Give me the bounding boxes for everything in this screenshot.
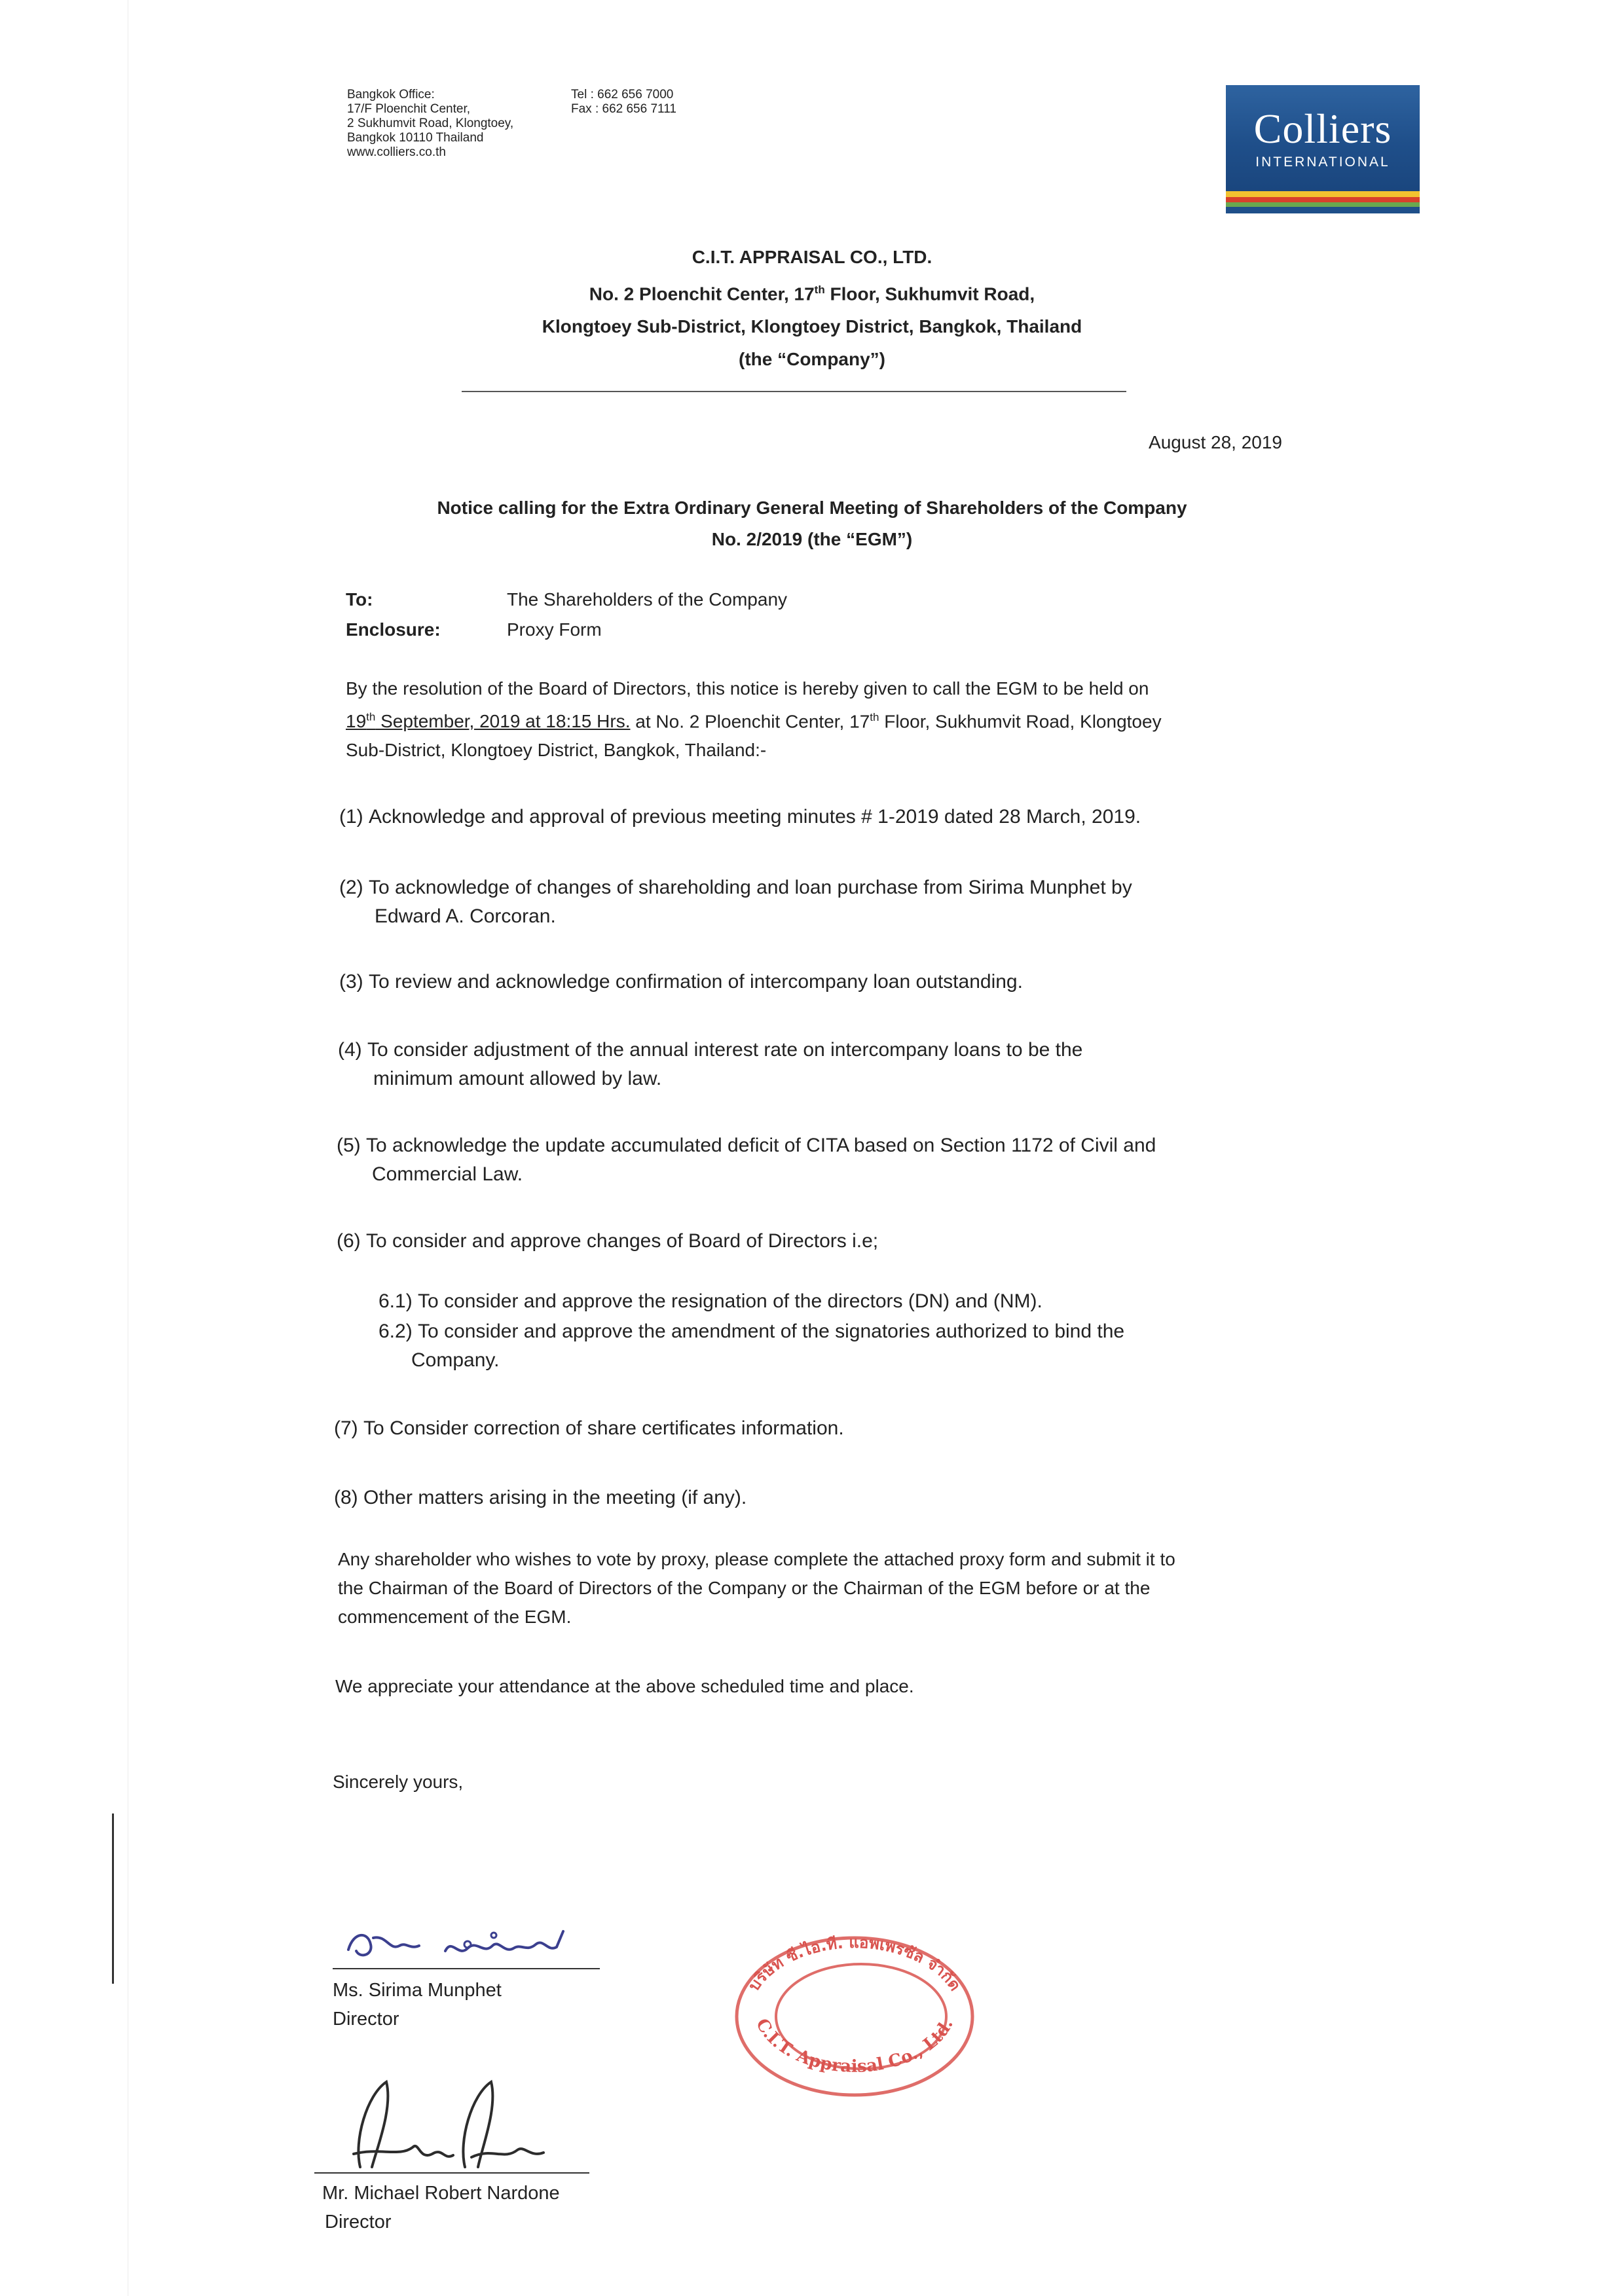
agenda-number: (5) [337, 1135, 361, 1156]
agenda-text: To consider adjustment of the annual interest rate on intercompany loans to be the [367, 1039, 1083, 1061]
agenda-text: To review and acknowledge confirmation of intercompany loan outstanding. [369, 971, 1023, 993]
signature-sirima [327, 1912, 616, 1977]
agenda-text: To acknowledge the update accumulated deficit of CITA based on Section 1172 of Civil and [366, 1135, 1156, 1156]
subitem-text: To consider and approve the resignation of the directors (DN) and (NM). [418, 1290, 1043, 1312]
subitem-text: Company. [411, 1349, 500, 1371]
agenda-text: Other matters arising in the meeting (if any). [363, 1487, 747, 1508]
to-value: The Shareholders of the Company [507, 589, 788, 610]
agenda-text: Edward A. Corcoran. [375, 905, 556, 927]
agenda-item [339, 968, 1308, 996]
company-seal-stamp [724, 1925, 986, 2108]
agenda-subitem [378, 1287, 1295, 1316]
logo-stripe-green [1226, 202, 1420, 207]
company-header [0, 241, 1624, 376]
intro-line: By the resolution of the Board of Directors, this notice is hereby given to call the EGM to be held on [346, 678, 1149, 699]
phone-number: Tel : 662 656 7000 [571, 88, 674, 101]
agenda-text: To acknowledge of changes of shareholding and loan purchase from Sirima Munphet by [369, 877, 1132, 898]
agenda-item [337, 1227, 1306, 1256]
agenda-item [339, 873, 1308, 931]
logo-subtitle: INTERNATIONAL [1255, 155, 1390, 170]
office-address-line: 17/F Ploenchit Center, [347, 102, 470, 116]
agenda-item [338, 1036, 1307, 1093]
agenda-item [339, 803, 1308, 831]
company-address-text: Floor, Sukhumvit Road, [824, 283, 1035, 304]
ordinal-suffix: th [814, 283, 825, 296]
office-website: www.colliers.co.th [347, 145, 446, 159]
subitem-number: 6.2) [378, 1321, 413, 1342]
notice-title-line: Notice calling for the Extra Ordinary General Meeting of Shareholders of the Company [437, 498, 1187, 518]
signatory-title: Director [325, 2212, 392, 2232]
office-contact [571, 88, 676, 117]
subitem-number: 6.1) [378, 1290, 413, 1312]
fax-number: Fax : 662 656 7111 [571, 102, 676, 116]
header-divider [462, 391, 1126, 392]
agenda-text: Commercial Law. [372, 1163, 523, 1185]
office-address-line: Bangkok 10110 Thailand [347, 131, 484, 145]
agenda-item [337, 1131, 1306, 1189]
signature-line [333, 1968, 600, 1969]
company-address-line [0, 274, 1624, 310]
proxy-line: commencement of the EGM. [338, 1607, 572, 1627]
intro-line: 19th September, 2019 at 18:15 Hrs. at No. 2 Ploenchit Center, 17th Floor, Sukhumvit Road, Klongtoey [346, 711, 1162, 732]
notice-title-line: No. 2/2019 (the “EGM”) [711, 529, 913, 549]
logo-stripe-red [1226, 197, 1420, 202]
closing-text: Sincerely yours, [333, 1772, 464, 1792]
agenda-text: Acknowledge and approval of previous meeting minutes # 1-2019 dated 28 March, 2019. [369, 806, 1141, 828]
agenda-number: (4) [338, 1039, 362, 1061]
intro-line: Sub-District, Klongtoey District, Bangkok, Thailand:- [346, 740, 767, 761]
signatory-name: Mr. Michael Robert Nardone [322, 2183, 560, 2204]
seal-top-text: บริษัท ซี.ไอ.ที. แอพเพรซัล จำกัด [745, 1933, 965, 1995]
logo-stripe-blue [1226, 207, 1420, 213]
company-alias: (the “Company”) [739, 349, 885, 370]
proxy-line: Any shareholder who wishes to vote by proxy, please complete the attached proxy form and submit it to [338, 1549, 1175, 1569]
to-label: To: [346, 589, 373, 610]
agenda-number: (1) [339, 806, 363, 828]
company-address-text: No. 2 Ploenchit Center, 17 [589, 283, 815, 304]
agenda-subitem [378, 1317, 1295, 1375]
to-row [346, 585, 787, 615]
company-address-line: Klongtoey Sub-District, Klongtoey District, Bangkok, Thailand [542, 316, 1082, 337]
signature-line [314, 2172, 589, 2174]
recipient-block [346, 585, 787, 645]
agenda-text: To Consider correction of share certificates information. [363, 1417, 844, 1439]
agenda-text: To consider and approve changes of Board of Directors i.e; [366, 1230, 879, 1252]
agenda-item [334, 1414, 1303, 1443]
logo-wordmark: Colliers [1253, 105, 1392, 152]
proxy-paragraph [338, 1545, 1294, 1631]
enclosure-label: Enclosure: [346, 619, 441, 640]
intro-paragraph [346, 674, 1302, 765]
signatory-title: Director [333, 2009, 399, 2030]
meeting-date-time: 19th September, 2019 at 18:15 Hrs. [346, 711, 631, 732]
scan-margin-mark [112, 1813, 114, 1984]
agenda-item [334, 1484, 1303, 1512]
signature-nardone [314, 2069, 602, 2187]
enclosure-row [346, 615, 787, 645]
colliers-logo [1226, 85, 1420, 213]
agenda-number: (2) [339, 877, 363, 898]
company-name: C.I.T. APPRAISAL CO., LTD. [692, 247, 932, 267]
agenda-number: (3) [339, 971, 363, 993]
agenda-text: minimum amount allowed by law. [373, 1068, 662, 1089]
enclosure-value: Proxy Form [507, 619, 602, 640]
agenda-number: (7) [334, 1417, 358, 1439]
office-address [347, 88, 513, 160]
office-address-line: Bangkok Office: [347, 88, 435, 101]
signatory-name: Ms. Sirima Munphet [333, 1980, 502, 2001]
subitem-text: To consider and approve the amendment of the signatories authorized to bind the [418, 1321, 1125, 1342]
appreciation-text: We appreciate your attendance at the above scheduled time and place. [335, 1676, 914, 1696]
notice-title [0, 492, 1624, 555]
agenda-number: (8) [334, 1487, 358, 1508]
letter-date: August 28, 2019 [1149, 432, 1282, 452]
office-address-line: 2 Sukhumvit Road, Klongtoey, [347, 117, 514, 130]
seal-bottom-text: C.I.T. Appraisal Co., Ltd. [751, 2015, 957, 2077]
logo-stripe-yellow [1226, 191, 1420, 197]
proxy-line: the Chairman of the Board of Directors of the Company or the Chairman of the EGM before or at the [338, 1578, 1151, 1598]
agenda-number: (6) [337, 1230, 361, 1252]
